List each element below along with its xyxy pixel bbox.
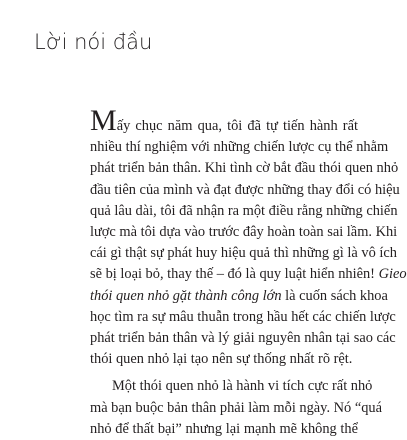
text-line: nhỏ để thất bại” nhưng lại mạnh mẽ không thể bbox=[90, 420, 358, 437]
text-line: đầu tiên của mình và đạt được những thay đổi có hiệu bbox=[90, 181, 400, 198]
text-line bbox=[90, 376, 373, 397]
text-line: phát triển bản thân. Khi tình cờ bắt đầu thói quen nhỏ bbox=[90, 160, 399, 177]
text-line: mà bạn buộc bản thân phải làm mỗi ngày. Nó “quá bbox=[90, 399, 382, 416]
page-heading: Lời nói đầu bbox=[34, 30, 153, 54]
text-line: quả lâu dài, tôi đã nhận ra một điều rằng những chiến bbox=[90, 202, 398, 219]
text-line: lược mà tôi dựa vào trước đây hoàn toàn sai lầm. Khi bbox=[90, 224, 398, 241]
line-text: sẽ bị loại bỏ, thay thế – đó là quy luật hiển nhiên! bbox=[90, 266, 379, 283]
text-line: cái gì thật sự phát huy hiệu quả thì những gì là vô ích bbox=[90, 245, 397, 262]
line-text: là cuốn sách khoa bbox=[281, 287, 388, 304]
text-line bbox=[90, 104, 358, 137]
text-line bbox=[90, 264, 407, 285]
body-text bbox=[90, 104, 407, 440]
text-line: phát triển bản thân và lý giải nguyên nhân tại sao các bbox=[90, 330, 396, 347]
line-text: ấy chục năm qua, tôi đã tự tiến hành rất bbox=[116, 118, 358, 134]
book-title-italic: Gieo bbox=[378, 266, 407, 283]
book-title-italic: thói quen nhỏ gặt thành công lớn bbox=[90, 287, 282, 304]
text-line: nhiều thí nghiệm với những chiến lược cụ thể nhằm bbox=[90, 139, 389, 156]
text-line: học tìm ra sự mâu thuẫn trong hầu hết các chiến lược bbox=[90, 308, 396, 325]
drop-cap: M bbox=[90, 104, 117, 137]
text-line: thói quen nhỏ lại tạo nên sự thống nhất rõ rệt. bbox=[90, 351, 353, 368]
line-text: Một thói quen nhỏ là hành vi tích cực rất nhỏ bbox=[112, 378, 373, 395]
text-line bbox=[90, 286, 388, 307]
